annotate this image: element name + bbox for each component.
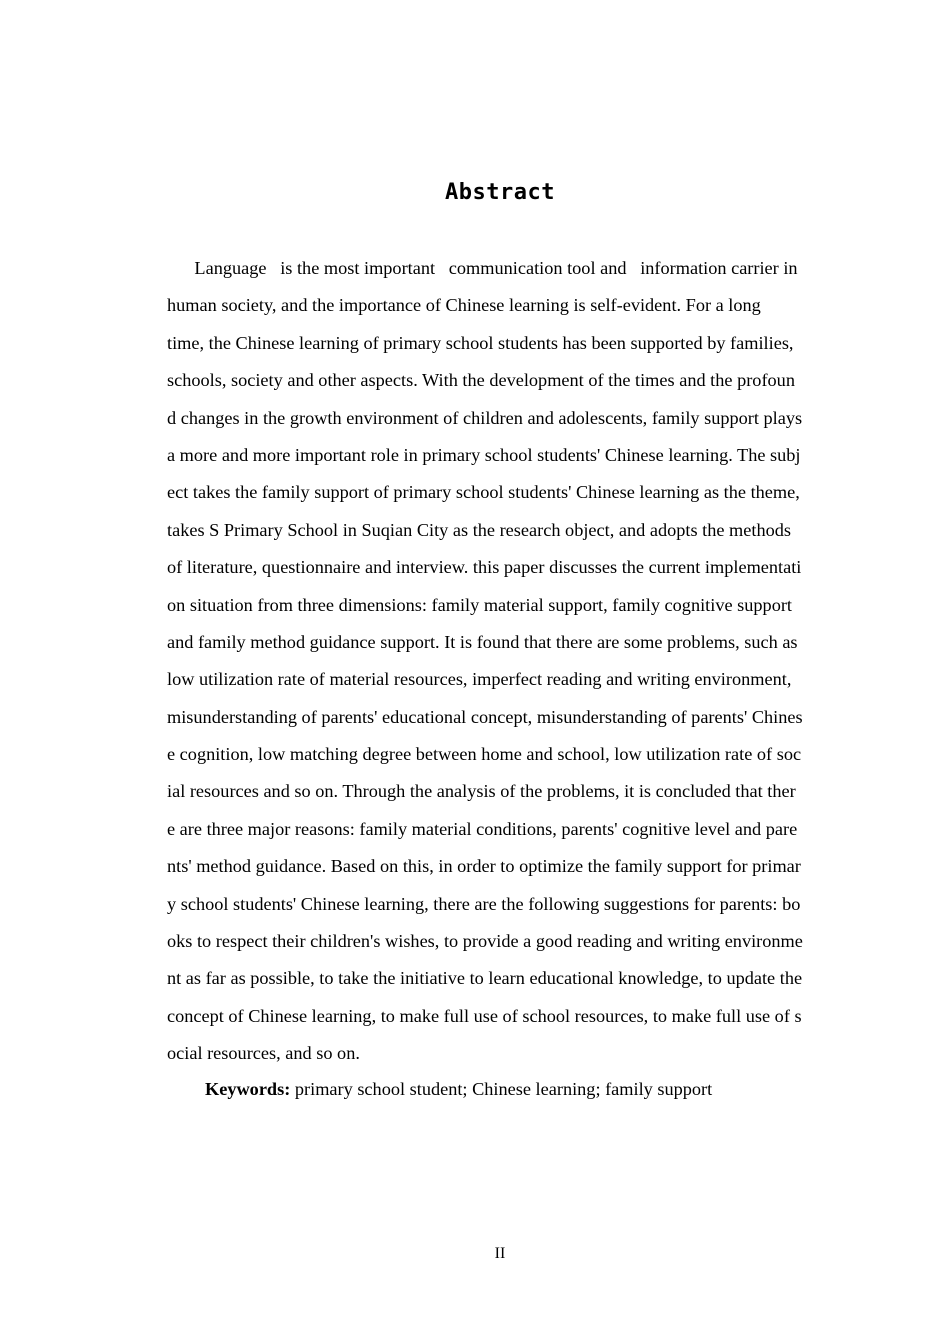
abstract-line: ial resources and so on. Through the analysis of the problems, it is concluded that ther [167,781,796,802]
abstract-line: of literature, questionnaire and interview. this paper discusses the current implementati [167,557,802,578]
keywords-line [205,1072,712,1106]
keywords-text: primary school student; Chinese learning; family support [290,1079,713,1099]
abstract-body [167,250,835,1073]
abstract-line: takes S Primary School in Suqian City as the research object, and adopts the methods [167,519,791,540]
keywords-label: Keywords: [205,1079,291,1099]
page-number: II [494,1245,506,1262]
abstract-line: low utilization rate of material resources, imperfect reading and writing environment, [167,669,792,690]
page-title: Abstract [445,180,555,205]
abstract-line: a more and more important role in primary school students' Chinese learning. The subj [167,444,801,465]
abstract-line: time, the Chinese learning of primary school students has been supported by families, [167,332,794,353]
abstract-line: nt as far as possible, to take the initiative to learn educational knowledge, to update the [167,968,803,989]
abstract-line: concept of Chinese learning, to make full use of school resources, to make full use of s [167,1005,802,1026]
abstract-line: schools, society and other aspects. With the development of the times and the profoun [167,370,795,391]
abstract-line: y school students' Chinese learning, there are the following suggestions for parents: bo [167,893,801,914]
abstract-line: ect takes the family support of primary school students' Chinese learning as the theme, [167,482,800,503]
abstract-line: e are three major reasons: family material conditions, parents' cognitive level and pare [167,818,798,839]
abstract-line: e cognition, low matching degree between home and school, low utilization rate of soc [167,744,802,765]
abstract-line: ocial resources, and so on. [167,1043,360,1064]
abstract-line: human society, and the importance of Chinese learning is self-evident. For a long [167,295,761,316]
abstract-line: oks to respect their children's wishes, to provide a good reading and writing environme [167,931,803,952]
abstract-line: misunderstanding of parents' educational concept, misunderstanding of parents' Chines [167,706,803,727]
abstract-line: Language is the most important communication tool and information carrier in [167,258,798,278]
abstract-line: and family method guidance support. It is found that there are some problems, such as [167,631,798,652]
abstract-line: d changes in the growth environment of children and adolescents, family support plays [167,407,803,428]
abstract-line: on situation from three dimensions: family material support, family cognitive support [167,594,792,615]
abstract-line: nts' method guidance. Based on this, in order to optimize the family support for primar [167,856,801,877]
